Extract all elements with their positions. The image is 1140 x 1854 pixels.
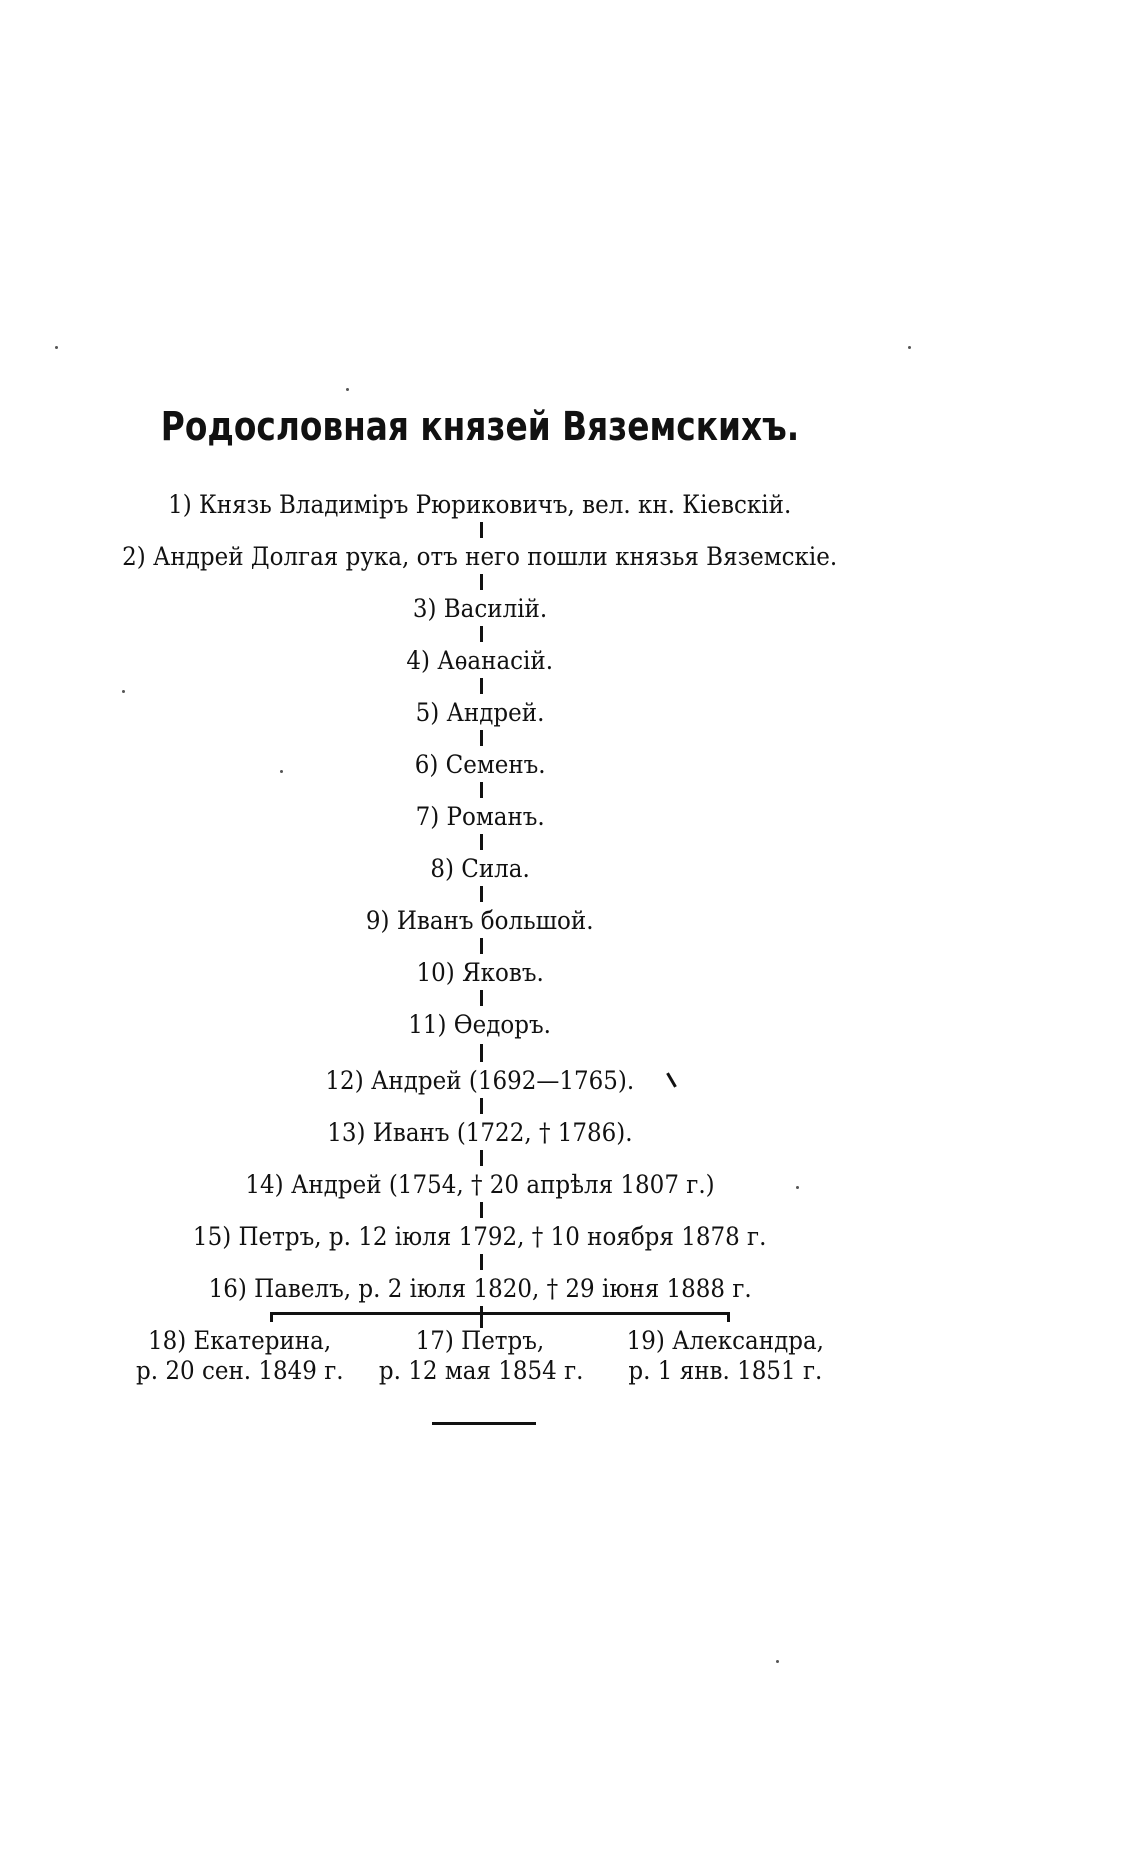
connector-line [480, 938, 483, 954]
connector-line [480, 1202, 483, 1218]
generation-7: 7) Романъ. [415, 802, 545, 831]
connector-line [480, 1098, 483, 1114]
generation-12: 12) Андрей (1692—1765). [325, 1066, 635, 1095]
generation-16: 16) Павелъ, р. 2 іюля 1820, † 29 іюня 1888 г. [208, 1274, 752, 1303]
closing-rule [432, 1422, 536, 1425]
connector-line [480, 574, 483, 590]
connector-line [480, 834, 483, 850]
connector-line [480, 1044, 483, 1062]
generation-8: 8) Сила. [430, 854, 530, 883]
generation-10: 10) Яковъ. [416, 958, 544, 987]
generation-11: 11) Ѳедоръ. [408, 1010, 552, 1039]
generation-1: 1) Князь Владиміръ Рюриковичъ, вел. кн. Кіевскій. [168, 490, 792, 519]
page-title: Родословная князей Вяземскихъ. [160, 404, 800, 450]
connector-line [480, 1254, 483, 1270]
generation-3: 3) Василій. [412, 594, 548, 623]
connector-line [480, 1150, 483, 1166]
child-petr: 17) Петръ, р. 12 мая 1854 г. [378, 1326, 584, 1385]
speck [908, 346, 911, 349]
branch-bar [270, 1312, 730, 1315]
generation-4: 4) Аѳанасій. [406, 646, 554, 675]
connector-line [480, 678, 483, 694]
generation-14: 14) Андрей (1754, † 20 апрѣля 1807 г.) [245, 1170, 715, 1199]
generation-5: 5) Андрей. [415, 698, 545, 727]
child-aleksandra: 19) Александра, р. 1 янв. 1851 г. [626, 1326, 824, 1385]
speck [122, 690, 125, 693]
speck [776, 1660, 779, 1663]
branch-tick [270, 1312, 273, 1322]
generation-6: 6) Семенъ. [414, 750, 546, 779]
speck [55, 346, 58, 349]
generation-9: 9) Иванъ большой. [366, 906, 594, 935]
speck [346, 388, 349, 391]
branch-tick [727, 1312, 730, 1322]
connector-line [480, 990, 483, 1006]
connector-line [480, 886, 483, 902]
speck [796, 1186, 799, 1189]
generation-15: 15) Петръ, р. 12 іюля 1792, † 10 ноября 1878 г. [193, 1222, 767, 1251]
connector-line [480, 626, 483, 642]
speck [280, 770, 283, 773]
generation-2: 2) Андрей Долгая рука, отъ него пошли князья Вяземскіе. [122, 542, 838, 571]
child-ekaterina: 18) Екатерина, р. 20 сен. 1849 г. [136, 1326, 344, 1385]
generation-13: 13) Иванъ (1722, † 1786). [327, 1118, 633, 1147]
connector-line [480, 730, 483, 746]
connector-line [480, 782, 483, 798]
connector-line [480, 522, 483, 538]
branch-stem [480, 1306, 483, 1328]
